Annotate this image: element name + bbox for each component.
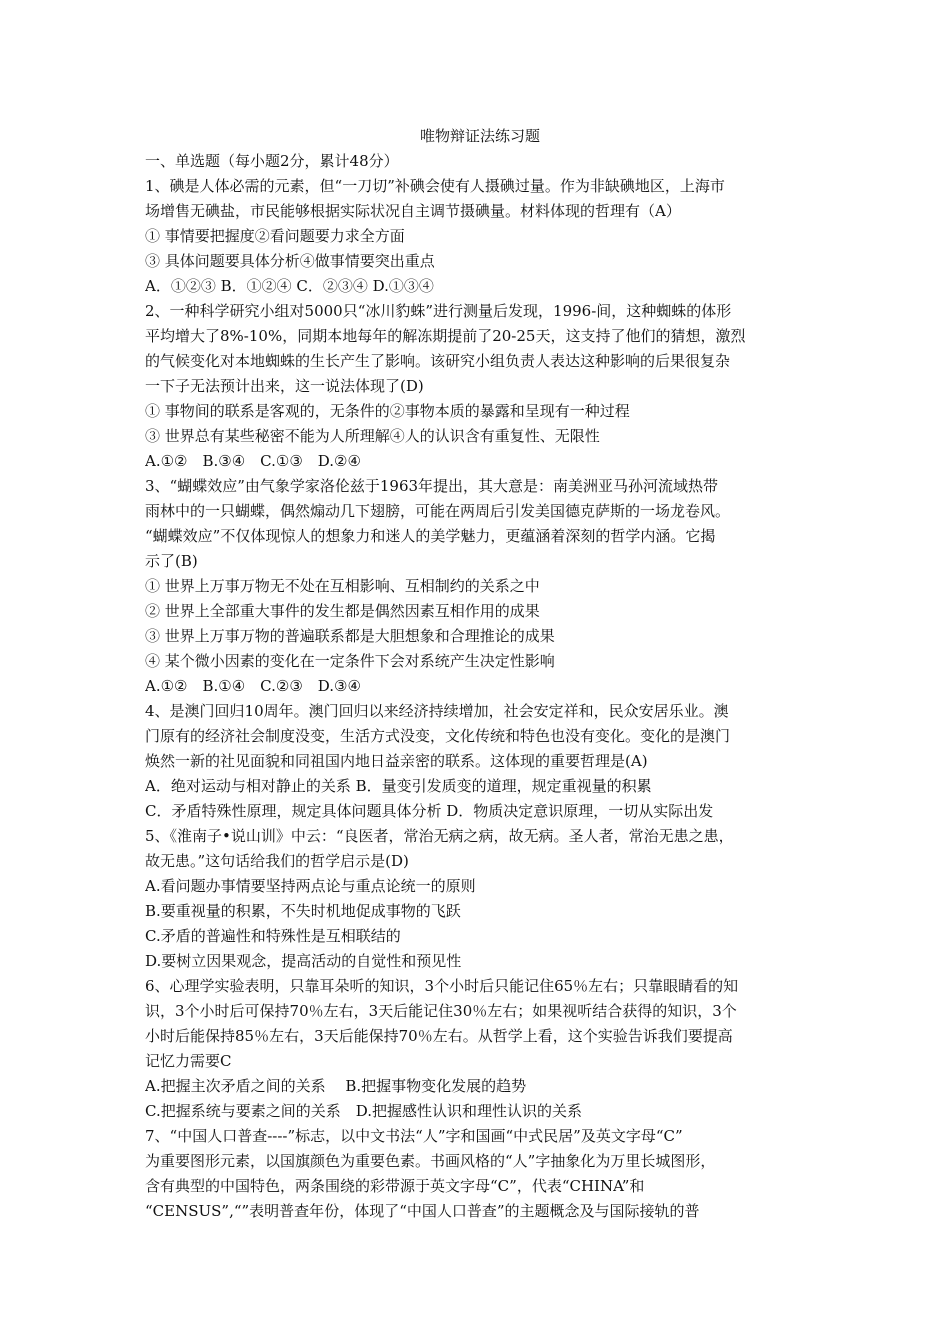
option-line: D.要树立因果观念，提高活动的自觉性和预见性 [145,952,462,970]
option-line: ③ 世界总有某些秘密不能为人所理解④人的认识含有重复性、无限性 [145,427,600,445]
question-line: 示了(B) [145,552,198,570]
question-line: 的气候变化对本地蜘蛛的生长产生了影响。该研究小组负责人表达这种影响的后果很复杂 [145,352,731,370]
section-heading: 一、单选题（每小题2分，累计48分） [145,152,399,170]
document-page [145,124,815,1224]
option-line: ④ 某个微小因素的变化在一定条件下会对系统产生决定性影响 [145,652,555,670]
question-line: 场增售无碘盐，市民能够根据实际状况自主调节摄碘量。材料体现的哲理有（A） [145,202,681,220]
option-line: A.看问题办事情要坚持两点论与重点论统一的原则 [145,877,476,895]
question-line: 故无患。”这句话给我们的哲学启示是(D) [145,852,409,870]
option-line: A.把握主次矛盾之间的关系 B.把握事物变化发展的趋势 [145,1077,527,1095]
question-line: 3、“蝴蝶效应”由气象学家洛伦兹于1963年提出，其大意是：南美洲亚马孙河流域热带 [145,477,719,495]
question-line: 一下子无法预计出来，这一说法体现了(D) [145,377,424,395]
question-line: 6、心理学实验表明，只靠耳朵听的知识，3个小时后只能记住65％左右；只靠眼睛看的知 [145,977,739,995]
question-line: 4、是澳门回归10周年。澳门回归以来经济持续增加，社会安定祥和，民众安居乐业。澳 [145,702,729,720]
answer-choices: A．①②③ B．①②④ C．②③④ D.①③④ [145,277,434,295]
answer-choices: A.①② B.③④ C.①③ D.②④ [145,452,361,470]
option-line: C.把握系统与要素之间的关系 D.把握感性认识和理性认识的关系 [145,1102,582,1120]
question-5 [145,824,815,974]
option-line: ① 世界上万事万物无不处在互相影响、互相制约的关系之中 [145,577,540,595]
option-line: C．矛盾特殊性原理，规定具体问题具体分析 D．物质决定意识原理，一切从实际出发 [145,802,714,820]
option-line: ② 世界上全部重大事件的发生都是偶然因素互相作用的成果 [145,602,540,620]
document-title: 唯物辩证法练习题 [419,127,540,145]
question-line: 平均增大了8%-10%，同期本地每年的解冻期提前了20-25天，这支持了他们的猜想，激烈 [145,327,746,345]
option-line: ③ 具体问题要具体分析④做事情要突出重点 [145,252,435,270]
option-line: C.矛盾的普遍性和特殊性是互相联结的 [145,927,401,945]
question-line: 5、《淮南子•说山训》中云：“良医者，常治无病之病，故无病。圣人者，常治无患之患， [145,827,734,845]
question-line: “蝴蝶效应”不仅体现惊人的想象力和迷人的美学魅力，更蕴涵着深刻的哲学内涵。它揭 [145,527,716,545]
option-line: ③ 世界上万事万物的普遍联系都是大胆想象和合理推论的成果 [145,627,555,645]
question-line: 小时后能保持85％左右，3天后能保持70％左右。从哲学上看，这个实验告诉我们要提高 [145,1027,733,1045]
answer-choices: A.①② B.①④ C.②③ D.③④ [145,677,361,695]
question-2 [145,299,815,474]
question-line: 为重要图形元素，以国旗颜色为重要色素。书画风格的“人”字抽象化为万里长城图形， [145,1152,716,1170]
option-line: B.要重视量的积累，不失时机地促成事物的飞跃 [145,902,461,920]
question-line: 含有典型的中国特色，两条围绕的彩带源于英文字母“C”，代表“CHINA”和 [145,1177,645,1195]
question-line: 焕然一新的社见面貌和同祖国内地日益亲密的联系。这体现的重要哲理是(A) [145,752,648,770]
option-line: A．绝对运动与相对静止的关系 B．量变引发质变的道理，规定重视量的积累 [145,777,652,795]
question-line: 2、一种科学研究小组对5000只“冰川豹蛛”进行测量后发现，1996-间，这种蜘蛛的体形 [145,302,732,320]
question-line: 门原有的经济社会制度没变，生活方式没变，文化传统和特色也没有变化。变化的是澳门 [145,727,731,745]
option-line: ① 事物间的联系是客观的，无条件的②事物本质的暴露和呈现有一种过程 [145,402,630,420]
question-3 [145,474,815,699]
question-7 [145,1124,815,1224]
question-1 [145,174,815,299]
question-line: 记忆力需要C [145,1052,232,1070]
question-6 [145,974,815,1124]
question-4 [145,699,815,824]
question-line: “CENSUS”,“”表明普查年份，体现了“中国人口普查”的主题概念及与国际接轨的普 [145,1202,700,1220]
question-line: 1、碘是人体必需的元素，但“一刀切”补碘会使有人摄碘过量。作为非缺碘地区，上海市 [145,177,725,195]
question-line: 7、“中国人口普查----”标志，以中文书法“人”字和国画“中式民居”及英文字母“C” [145,1127,683,1145]
question-line: 识，3个小时后可保持70％左右，3天后能记住30％左右；如果视听结合获得的知识，3个 [145,1002,737,1020]
question-line: 雨林中的一只蝴蝶，偶然煽动几下翅膀，可能在两周后引发美国德克萨斯的一场龙卷风。 [145,502,731,520]
option-line: ① 事情要把握度②看问题要力求全方面 [145,227,405,245]
